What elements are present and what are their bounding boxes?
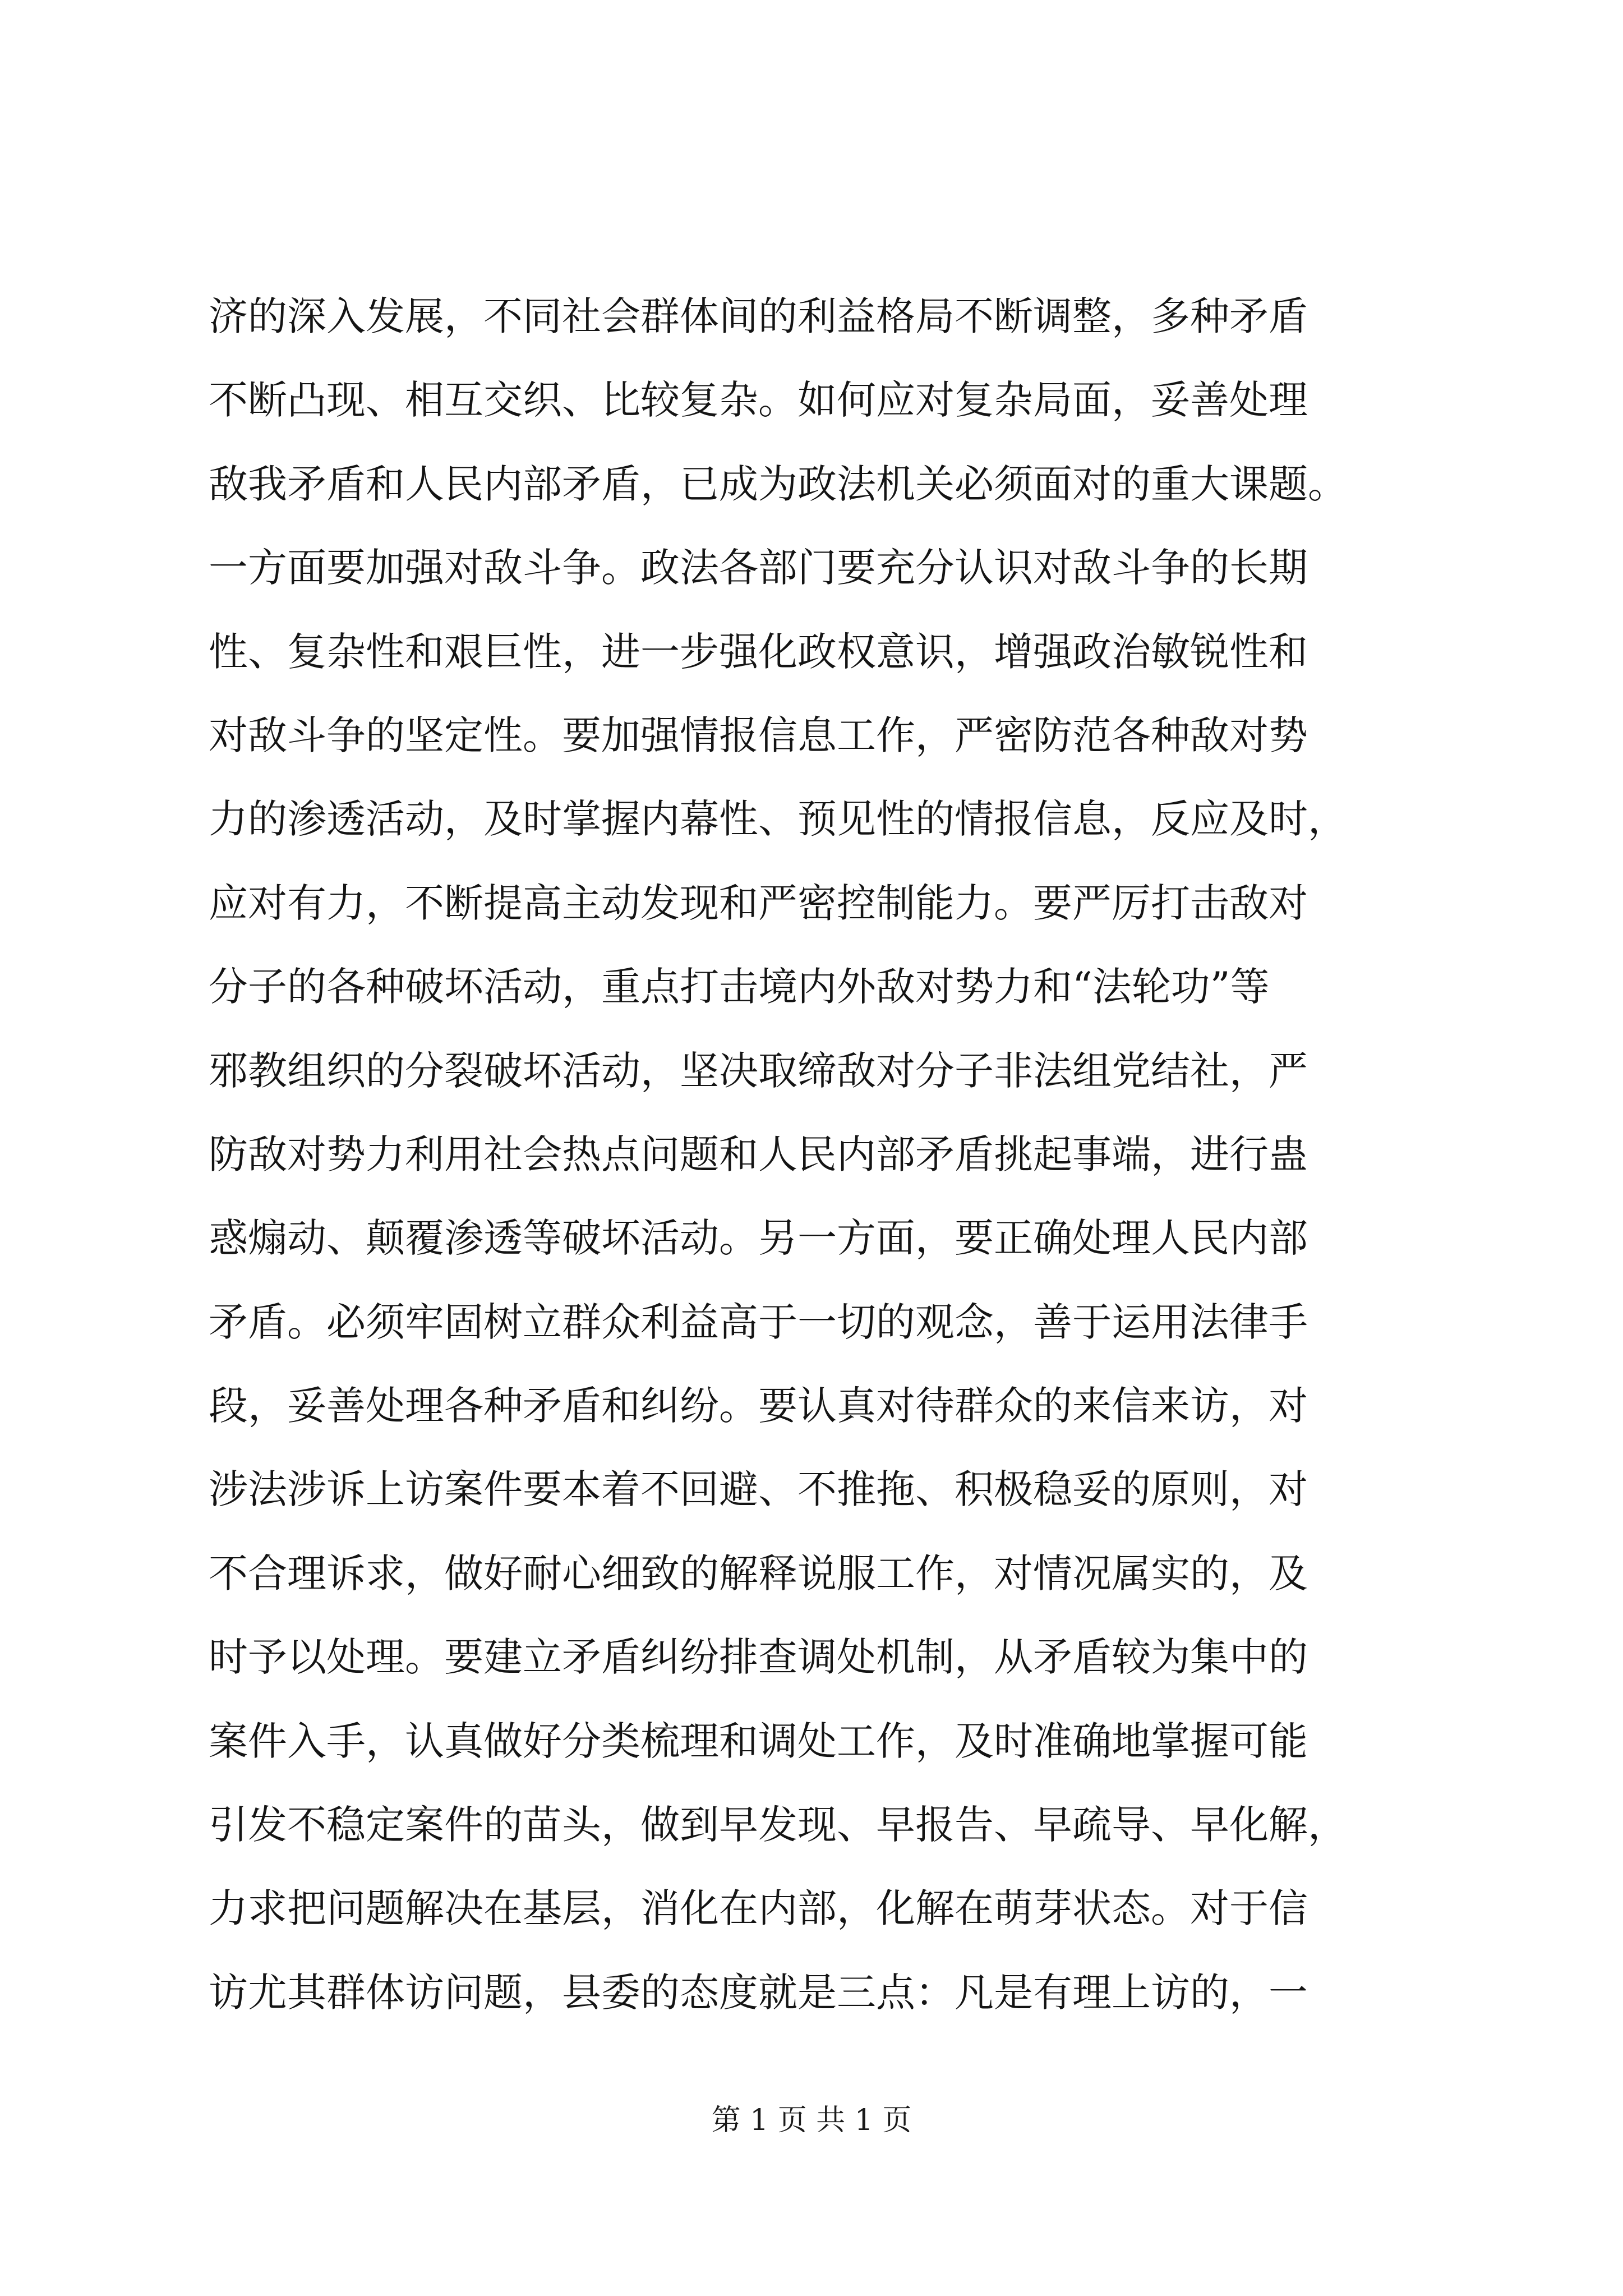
text-line: 段，妥善处理各种矛盾和纠纷。要认真对待群众的来信来访，对 bbox=[209, 1383, 1308, 1429]
text-line: 性、复杂性和艰巨性，进一步强化政权意识，增强政治敏锐性和 bbox=[209, 628, 1308, 675]
body-text bbox=[209, 275, 1442, 2035]
text-line: 不合理诉求，做好耐心细致的解释说服工作，对情况属实的，及 bbox=[209, 1550, 1308, 1596]
text-line: 涉法涉诉上访案件要本着不回避、不推拖、积极稳妥的原则，对 bbox=[209, 1466, 1308, 1513]
text-line: 惑煽动、颠覆渗透等破坏活动。另一方面，要正确处理人民内部 bbox=[209, 1215, 1308, 1262]
text-line: 不断凸现、相互交织、比较复杂。如何应对复杂局面，妥善处理 bbox=[209, 377, 1308, 424]
text-line: 防敌对势力利用社会热点问题和人民内部矛盾挑起事端，进行蛊 bbox=[209, 1131, 1308, 1177]
text-line: 访尤其群体访问题，县委的态度就是三点：凡是有理上访的，一 bbox=[209, 1969, 1308, 2016]
text-line: 对敌斗争的坚定性。要加强情报信息工作，严密防范各种敌对势 bbox=[209, 712, 1308, 758]
text-line: 应对有力，不断提高主动发现和严密控制能力。要严厉打击敌对 bbox=[209, 880, 1308, 926]
text-line: 力的渗透活动，及时掌握内幕性、预见性的情报信息，反应及时， bbox=[209, 796, 1347, 843]
text-line: 引发不稳定案件的苗头，做到早发现、早报告、早疏导、早化解， bbox=[209, 1802, 1347, 1848]
text-line: 邪教组织的分裂破坏活动，坚决取缔敌对分子非法组党结社，严 bbox=[209, 1047, 1308, 1094]
text-line: 分子的各种破坏活动，重点打击境内外敌对势力和“法轮功”等 bbox=[209, 964, 1270, 1010]
text-line: 矛盾。必须牢固树立群众利益高于一切的观念，善于运用法律手 bbox=[209, 1299, 1308, 1345]
text-line: 时予以处理。要建立矛盾纠纷排查调处机制，从矛盾较为集中的 bbox=[209, 1634, 1308, 1681]
page-footer: 第 1 页 共 1 页 bbox=[711, 2104, 912, 2137]
text-line: 敌我矛盾和人民内部矛盾，已成为政法机关必须面对的重大课题。 bbox=[209, 461, 1347, 507]
text-line: 济的深入发展，不同社会群体间的利益格局不断调整，多种矛盾 bbox=[209, 293, 1308, 339]
text-line: 案件入手，认真做好分类梳理和调处工作，及时准确地掌握可能 bbox=[209, 1718, 1308, 1764]
text-line: 一方面要加强对敌斗争。政法各部门要充分认识对敌斗争的长期 bbox=[209, 545, 1308, 591]
text-line: 力求把问题解决在基层，消化在内部，化解在萌芽状态。对于信 bbox=[209, 1885, 1308, 1932]
